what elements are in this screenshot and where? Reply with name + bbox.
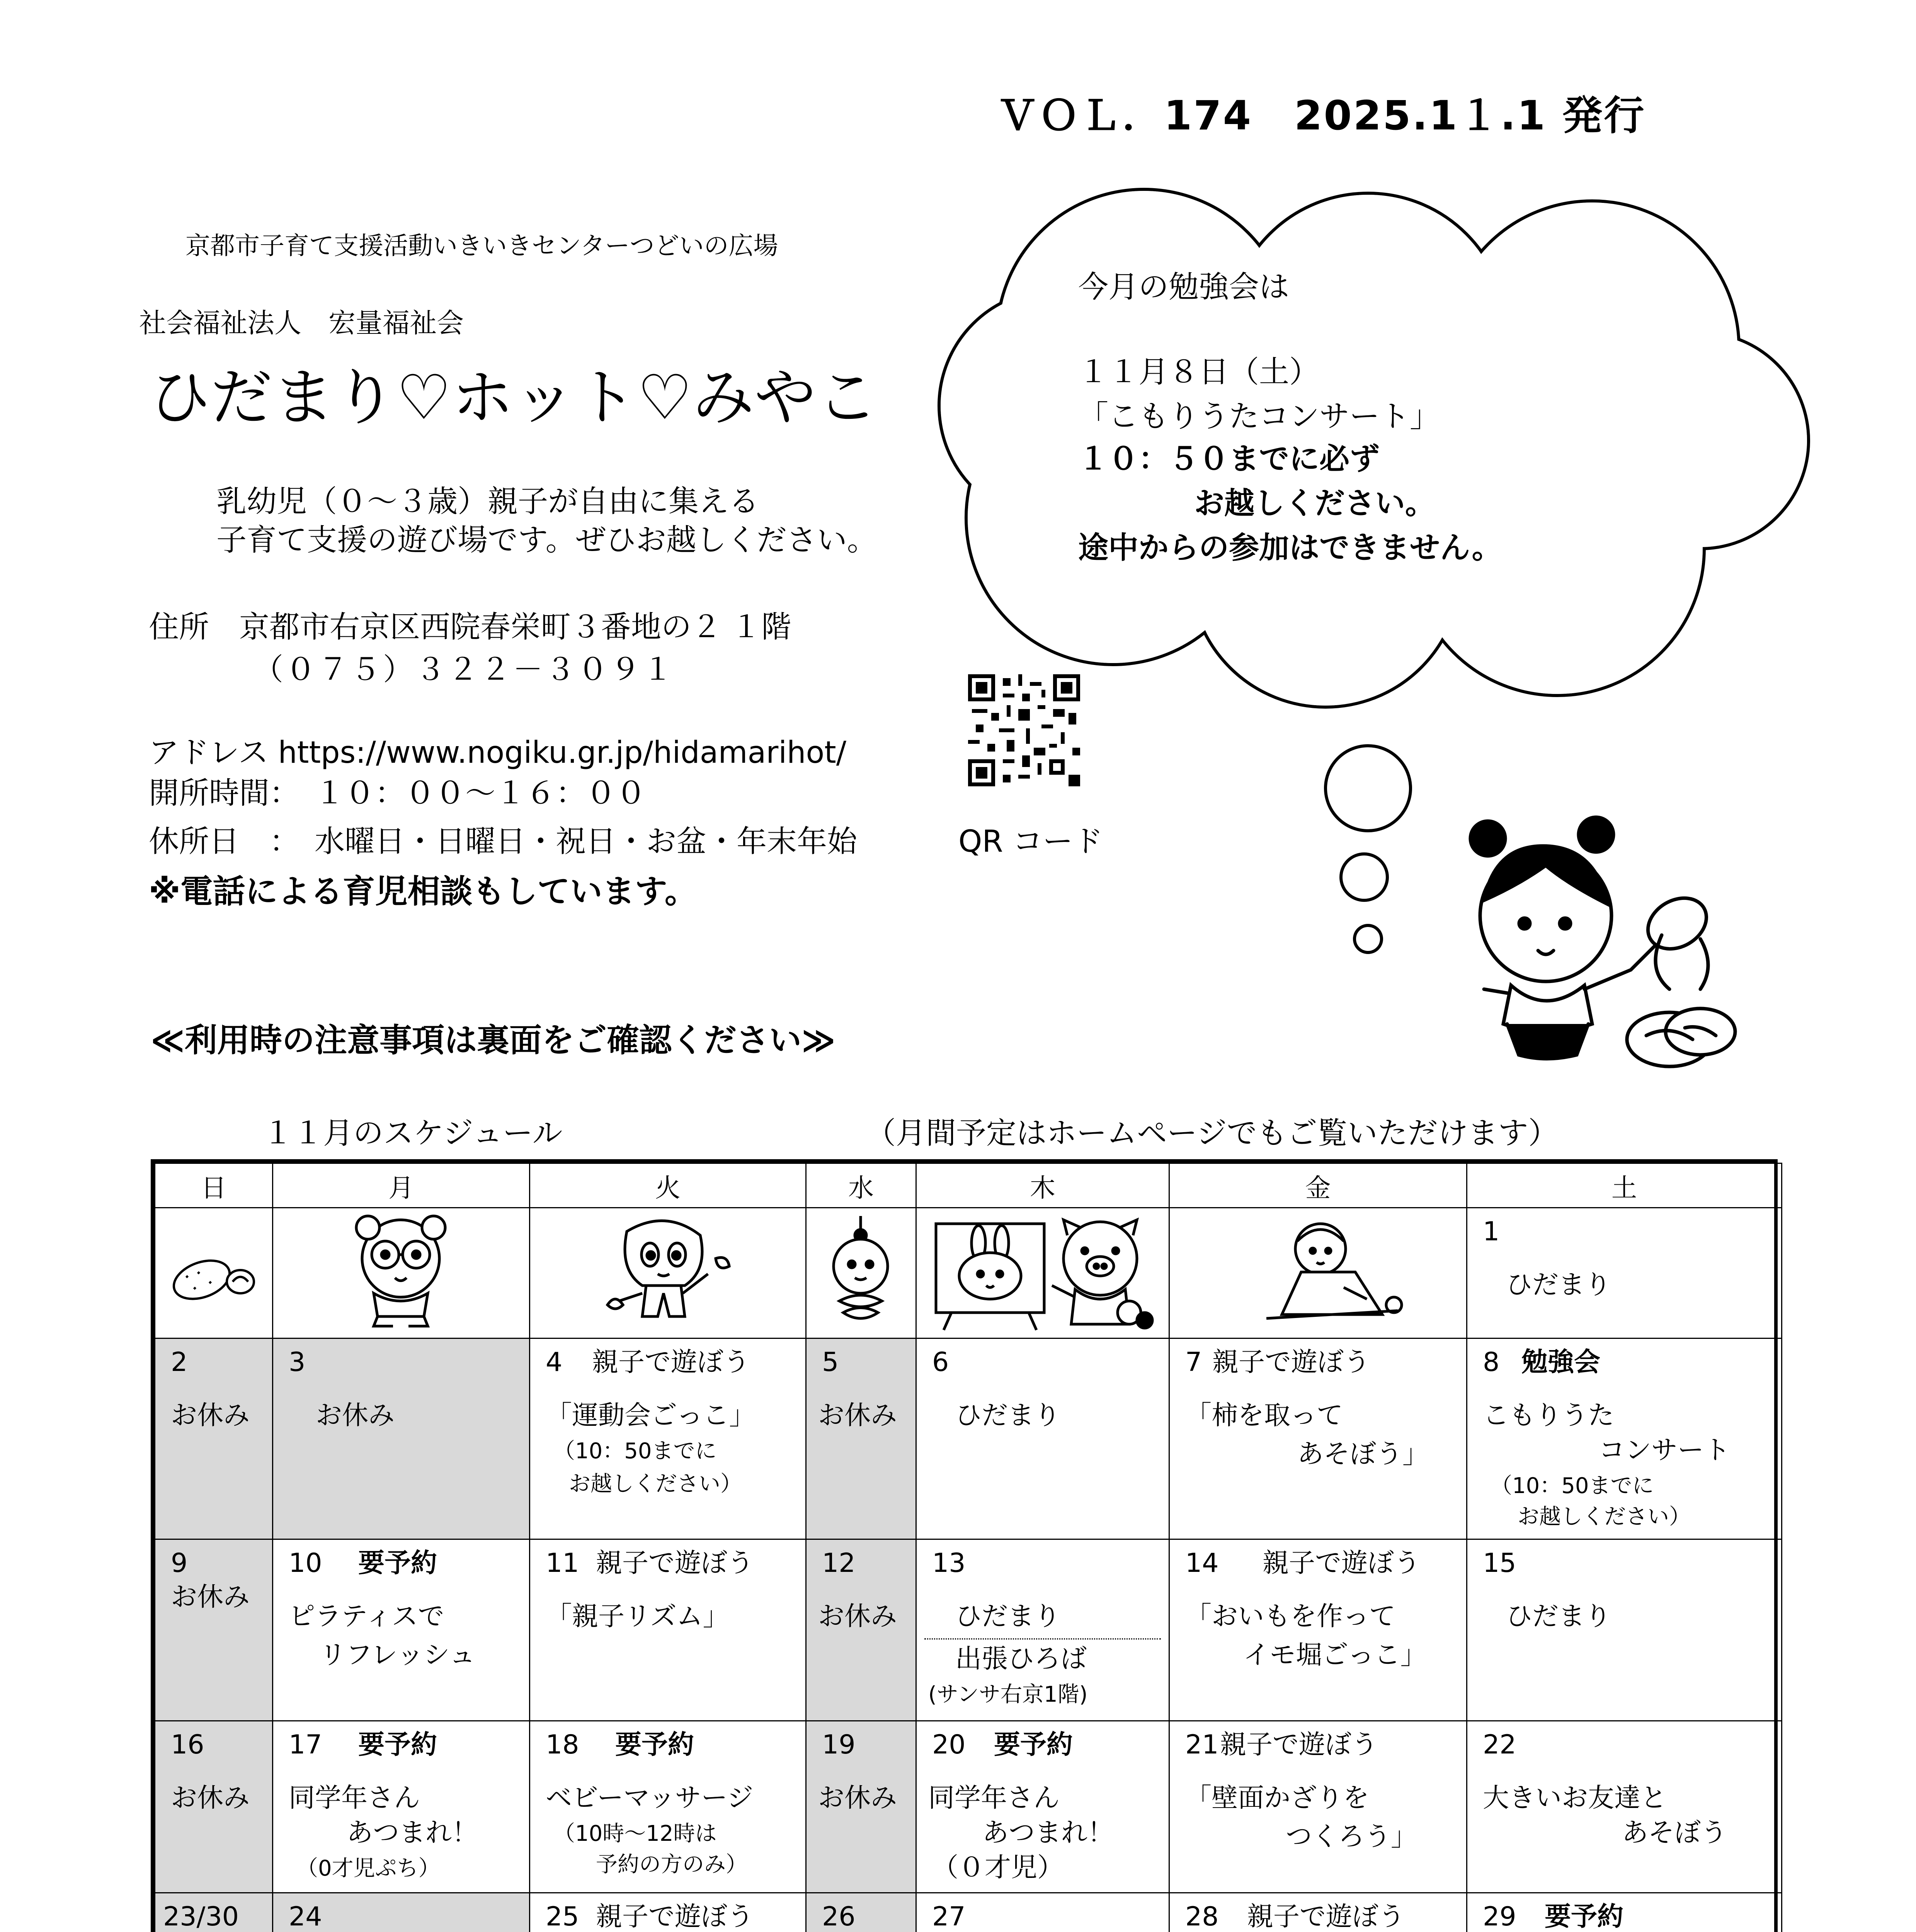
cell-nov-28 — [1169, 1893, 1467, 1932]
intro-line-1: 乳幼児（０～３歳）親子が自由に集える — [216, 484, 759, 519]
bead-doll-icon — [816, 1212, 905, 1332]
event-note-2: お越しください） — [1518, 1504, 1691, 1529]
date-number: 20 — [932, 1730, 966, 1760]
page-title: ひだまり♡ホット♡みやこ — [149, 361, 878, 434]
event-text-1: ピラティスで — [289, 1601, 444, 1632]
sweet-potato-icon — [163, 1214, 264, 1330]
dotted-divider — [924, 1638, 1161, 1639]
date-number: 26 — [822, 1901, 856, 1932]
date-number: 6 — [932, 1347, 949, 1378]
date-number: 13 — [932, 1548, 966, 1578]
event-note: （0才児ぷち） — [296, 1856, 440, 1881]
schedule-note: （月間予定はホームページでもご覧いただけます） — [866, 1116, 1559, 1151]
event-note-2: 予約の方のみ） — [596, 1852, 747, 1877]
date-number: 21 — [1185, 1730, 1219, 1760]
address: 住所 京都市右京区西院春栄町３番地の２ １階 — [149, 610, 791, 645]
cell-nov-24 — [273, 1893, 530, 1932]
event-text: 「親子リズム」 — [546, 1601, 729, 1632]
opening-hours: 開所時間： １０：００～１６：００ — [149, 776, 647, 811]
cell-nov-14 — [1169, 1539, 1467, 1721]
event-title: 親子で遊ぼう — [1247, 1901, 1405, 1932]
phone-number: （０７５）３２２－３０９１ — [253, 652, 676, 687]
event-title: 要予約 — [358, 1548, 437, 1578]
date-number: 25 — [546, 1901, 579, 1932]
date-number: 14 — [1185, 1548, 1219, 1578]
event-title: 要予約 — [358, 1730, 437, 1760]
closed-days: 休所日 ： 水曜日・日曜日・祝日・お盆・年末年始 — [149, 824, 858, 859]
phone-consult-note: ※電話による育児相談もしています。 — [149, 872, 697, 910]
cell-nov-25 — [530, 1893, 806, 1932]
event-text-2: つくろう」 — [1286, 1821, 1417, 1852]
cell-nov-18 — [530, 1721, 806, 1893]
date-number: 18 — [546, 1730, 579, 1760]
cell-nov-22 — [1467, 1721, 1782, 1893]
cell-nov-27 — [916, 1893, 1169, 1932]
event-text-2: あつまれ！ — [982, 1818, 1114, 1848]
cell-nov-12 — [806, 1539, 916, 1721]
event-text-2: コンサート — [1599, 1435, 1731, 1466]
cell-nov-5 — [806, 1338, 916, 1539]
cell-nov-17 — [273, 1721, 530, 1893]
day-header-wed: 水 — [806, 1163, 916, 1208]
mascot-with-leaves-icon — [584, 1212, 747, 1332]
cloud-line-3: 「こもりうたコンサート」 — [1078, 399, 1440, 434]
cell-nov-11 — [530, 1539, 806, 1721]
date-number: 22 — [1483, 1730, 1516, 1760]
volume-issue: ＶＯＬ．174 2025.1１.1 発行 — [997, 92, 1646, 139]
cell-nov-16 — [155, 1721, 273, 1893]
schedule-calendar — [151, 1159, 1778, 1932]
event-title: 親子で遊ぼう — [592, 1347, 750, 1378]
cell-nov-20 — [916, 1721, 1169, 1893]
date-number: 24 — [289, 1901, 322, 1932]
day-header-mon: 月 — [273, 1163, 530, 1208]
cloud-line-4: １０：５０までに必ず — [1078, 442, 1380, 476]
cell-nov-29 — [1467, 1893, 1782, 1932]
date-number: 15 — [1483, 1548, 1516, 1578]
event-text-2: 出張ひろば — [955, 1644, 1087, 1674]
cell-illustration-fri — [1169, 1208, 1467, 1338]
cloud-line-5: お越しください。 — [1194, 486, 1436, 521]
event-title: 親子で遊ぼう — [596, 1901, 754, 1932]
event-text: ひだまり — [1506, 1270, 1611, 1300]
bear-with-glasses-icon — [323, 1212, 478, 1332]
cell-illustration-mon — [273, 1208, 530, 1338]
cell-nov-15 — [1467, 1539, 1782, 1721]
cell-nov-13 — [916, 1539, 1169, 1721]
date-number: 12 — [822, 1548, 856, 1578]
date-number: 27 — [932, 1901, 966, 1932]
date-number: 2 — [171, 1347, 188, 1378]
org-line: 京都市子育て支援活動いきいきセンターつどいの広場 — [185, 232, 778, 260]
day-header-tue: 火 — [530, 1163, 806, 1208]
child-drawing-icon — [1259, 1214, 1413, 1330]
event-text-1: 同学年さん — [928, 1783, 1060, 1813]
event-text: ひだまり — [955, 1601, 1061, 1632]
intro-line-2: 子育て支援の遊び場です。ぜひお越しください。 — [216, 523, 877, 558]
event-note-1: （10：50までに — [553, 1439, 717, 1464]
event-text-2: リフレッシュ — [320, 1640, 476, 1670]
event-title: 親子で遊ぼう — [1212, 1347, 1370, 1378]
date-number: 8 — [1483, 1347, 1500, 1378]
event-text: お休み — [818, 1783, 897, 1813]
date-number: 5 — [822, 1347, 839, 1378]
event-text: お休み — [171, 1783, 250, 1813]
date-number: 1 — [1483, 1216, 1500, 1247]
cell-nov-26 — [806, 1893, 916, 1932]
cell-illustration-tue — [530, 1208, 806, 1338]
event-note-2: お越しください） — [569, 1471, 742, 1497]
event-text: ひだまり — [1506, 1601, 1611, 1632]
notice-heading: ≪利用時の注意事項は裏面をご確認ください≫ — [151, 1021, 835, 1059]
cloud-line-6: 途中からの参加はできません。 — [1078, 531, 1502, 565]
qr-label: QR コード — [958, 824, 1103, 859]
event-text: お休み — [818, 1601, 897, 1632]
cell-nov-10 — [273, 1539, 530, 1721]
event-title: 親子で遊ぼう — [1263, 1548, 1421, 1578]
cell-nov-8 — [1467, 1338, 1782, 1539]
event-text: お休み — [316, 1400, 395, 1431]
event-text-2: イモ堀ごっこ」 — [1243, 1640, 1427, 1670]
date-number: 9 — [171, 1548, 188, 1578]
event-note: （０才児） — [932, 1852, 1064, 1883]
cell-nov-19 — [806, 1721, 916, 1893]
schedule-title: １１月のスケジュール — [263, 1116, 563, 1151]
event-text-1: 「柿を取って — [1185, 1400, 1343, 1431]
event-title: 要予約 — [994, 1730, 1073, 1760]
cell-nov-21 — [1169, 1721, 1467, 1893]
event-text: お休み — [171, 1400, 250, 1431]
cell-illustration-thu — [916, 1208, 1169, 1338]
event-title: 親子で遊ぼう — [596, 1548, 754, 1578]
event-text: お休み — [818, 1400, 897, 1431]
date-number: 10 — [289, 1548, 322, 1578]
event-text: ベビーマッサージ — [546, 1783, 754, 1813]
date-number: 11 — [546, 1548, 579, 1578]
date-number: 7 — [1185, 1347, 1202, 1378]
day-header-sun: 日 — [155, 1163, 273, 1208]
date-number: 4 — [546, 1347, 563, 1378]
event-text-1: こもりうた — [1483, 1400, 1615, 1431]
event-text-2: あつまれ！ — [347, 1818, 478, 1848]
event-title: 要予約 — [615, 1730, 694, 1760]
day-header-fri: 金 — [1169, 1163, 1467, 1208]
homepage-url[interactable]: アドレス https://www.nogiku.gr.jp/hidamarihot/ — [149, 735, 847, 770]
cell-nov-4 — [530, 1338, 806, 1539]
cell-nov-3 — [273, 1338, 530, 1539]
event-note: (サンサ右京1階) — [928, 1682, 1088, 1707]
event-text-2: あそぼう — [1622, 1818, 1727, 1848]
date-number: 16 — [171, 1730, 204, 1760]
date-number: 29 — [1483, 1901, 1516, 1932]
date-number: 17 — [289, 1730, 322, 1760]
cell-nov-23-30 — [155, 1893, 273, 1932]
cell-illustration-wed — [806, 1208, 916, 1338]
event-title: 要予約 — [1545, 1901, 1624, 1932]
event-text-1: 大きいお友達と — [1483, 1783, 1667, 1813]
date-number: 23/30 — [163, 1901, 239, 1932]
event-text-1: 同学年さん — [289, 1783, 420, 1813]
event-title: 勉強会 — [1521, 1347, 1601, 1378]
event-text: ひだまり — [955, 1400, 1061, 1431]
event-title: 親子で遊ぼう — [1220, 1730, 1378, 1760]
day-header-sat: 土 — [1467, 1163, 1782, 1208]
child-digging-potato-illustration — [1430, 808, 1747, 1086]
date-number: 28 — [1185, 1901, 1219, 1932]
event-text: 「運動会ごっこ」 — [546, 1400, 756, 1431]
event-text: お休み — [171, 1582, 250, 1612]
cell-illustration-sun — [155, 1208, 273, 1338]
cell-nov-2 — [155, 1338, 273, 1539]
corp-line: 社会福祉法人 宏量福祉会 — [139, 307, 464, 339]
event-text-1: 「おいもを作って — [1185, 1601, 1396, 1632]
day-header-thu: 木 — [916, 1163, 1169, 1208]
event-text-2: あそぼう」 — [1297, 1439, 1429, 1469]
rabbit-drawing-and-pig-icon — [928, 1212, 1160, 1332]
event-note-1: （10：50までに — [1491, 1473, 1654, 1498]
cell-nov-1 — [1467, 1208, 1782, 1338]
event-note-1: （10時～12時は — [553, 1821, 717, 1846]
cell-nov-9 — [155, 1539, 273, 1721]
cell-nov-6 — [916, 1338, 1169, 1539]
cloud-line-1: 今月の勉強会は — [1078, 270, 1290, 304]
cell-nov-7 — [1169, 1338, 1467, 1539]
event-text-1: 「壁面かざりを — [1185, 1783, 1370, 1813]
cloud-line-2: １１月８日（土） — [1078, 355, 1320, 389]
date-number: 3 — [289, 1347, 306, 1378]
date-number: 19 — [822, 1730, 856, 1760]
